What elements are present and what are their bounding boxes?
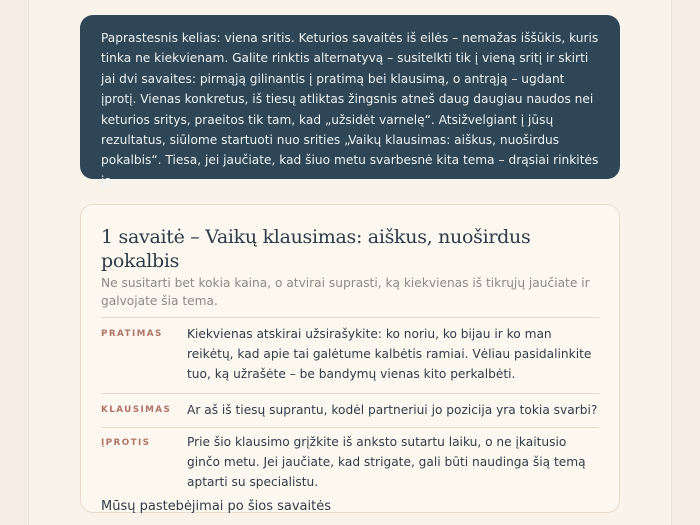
week-title: 1 savaitė – Vaikų klausimas: aiškus, nuoširdus pokalbis	[101, 226, 531, 272]
intro-card	[80, 15, 620, 188]
row-habit	[101, 427, 599, 492]
row-question	[101, 393, 599, 427]
row-label-habit: ĮPROTIS	[101, 438, 151, 448]
row-text-exercise: Kiekvienas atskirai užsirašykite: ko noriu, ko bijau ir ko man reikėtų, kad apie tai galėtume kalbėtis ramiai. Vėliau pasidalinkite tuo, ką užrašėte – be bandymų vienas kito perkalbėti.	[187, 327, 592, 381]
week-card	[80, 204, 620, 513]
intro-text: Paprastesnis kelias: viena sritis. Keturios savaitės iš eilės – nemažas iššūkis, kuris tinka ne kiekvienam. Galite rinktis alternatyvą – susitelkti tik į vieną sritį ir skirti jai dvi savaites: pirmąją gilinantis į pratimą bei klausimą, o antrąją – ugdant įprotį. Vienas konkretus, iš tiesų atliktas žingsnis atneš daug daugiau naudos nei keturios sritys, praeitos tik tam, kad „užsidėt varnelę“. Atsižvelgiant į jūsų rezultatus, siūlome startuoti nuo srities „Vaikų klausimas: aiškus, nuoširdus pokalbis“. Tiesa, jei jaučiate, kad šiuo metu svarbesnė kita tema – drąsiai rinkitės ją.	[101, 31, 599, 188]
row-label-question: KLAUSIMAS	[101, 405, 172, 415]
week-subtitle: Ne susitarti bet kokia kaina, o atvirai suprasti, ką kiekvienas iš tikrųjų jaučiate ir galvojate šia tema.	[101, 276, 590, 308]
row-text-question: Ar aš iš tiesų suprantu, kodėl partneriui jo pozicija yra tokia svarbi?	[187, 403, 598, 417]
observations-heading: Mūsų pastebėjimai po šios savaitės	[101, 499, 331, 514]
row-label-exercise: PRATIMAS	[101, 329, 163, 339]
row-text-habit: Prie šio klausimo grįžkite iš anksto sutartu laiku, o ne įkaitusio ginčo metu. Jei jaučiate, kad strigate, gali būti naudinga šią temą aptarti su specialistu.	[187, 435, 586, 489]
week-rows	[101, 317, 599, 492]
row-exercise	[101, 317, 599, 393]
